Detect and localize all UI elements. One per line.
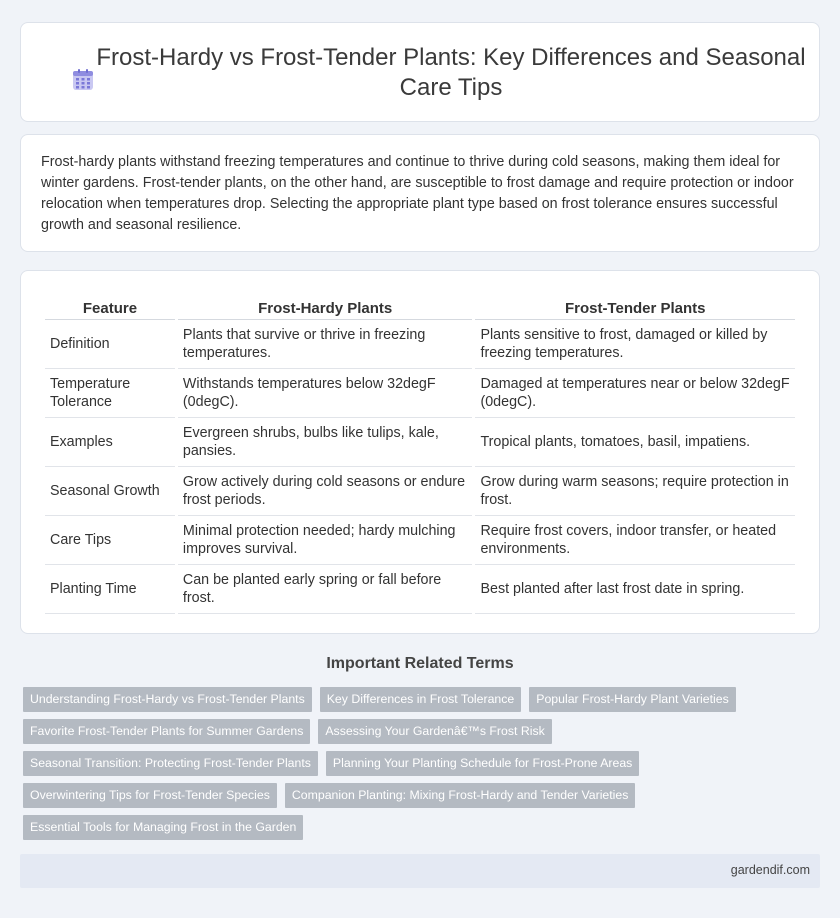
related-term-tag[interactable]: Understanding Frost-Hardy vs Frost-Tender Plants [23, 687, 312, 712]
related-term-tag[interactable]: Overwintering Tips for Frost-Tender Species [23, 783, 277, 808]
table-row [45, 418, 795, 467]
comparison-table-card [20, 270, 820, 634]
related-term-tag[interactable]: Key Differences in Frost Tolerance [320, 687, 522, 712]
related-term-tag[interactable]: Favorite Frost-Tender Plants for Summer Gardens [23, 719, 310, 744]
header-card [20, 22, 820, 122]
row-hardy-value: Evergreen shrubs, bulbs like tulips, kale, pansies. [178, 418, 473, 467]
row-hardy-value: Plants that survive or thrive in freezing temperatures. [178, 320, 473, 369]
tag-row [23, 751, 823, 777]
tag-row [23, 719, 823, 745]
row-feature: Temperature Tolerance [45, 369, 175, 418]
row-hardy-value: Grow actively during cold seasons or endure frost periods. [178, 467, 473, 516]
related-term-tag[interactable]: Planning Your Planting Schedule for Frost-Prone Areas [326, 751, 639, 776]
row-feature: Definition [45, 320, 175, 369]
tag-row [23, 687, 823, 713]
header-frost-hardy: Frost-Hardy Plants [178, 293, 473, 320]
row-tender-value: Grow during warm seasons; require protection in frost. [475, 467, 795, 516]
row-feature: Examples [45, 418, 175, 467]
header-frost-tender: Frost-Tender Plants [475, 293, 795, 320]
footer-bar [20, 854, 820, 888]
intro-paragraph: Frost-hardy plants withstand freezing temperatures and continue to thrive during cold seasons, making them ideal for winter gardens. Frost-tender plants, on the other hand, are susceptible to frost damage and require protection or indoor relocation when temperatures drop. Selecting the appropriate plant type based on frost tolerance ensures successful growth and seasonal resilience. [41, 154, 794, 233]
related-term-tag[interactable]: Assessing Your Gardenâ€™s Frost Risk [318, 719, 551, 744]
related-terms-heading: Important Related Terms [326, 655, 514, 672]
row-feature: Seasonal Growth [45, 467, 175, 516]
row-feature: Care Tips [45, 516, 175, 565]
row-tender-value: Best planted after last frost date in spring. [475, 565, 795, 614]
row-tender-value: Plants sensitive to frost, damaged or killed by freezing temperatures. [475, 320, 795, 369]
row-hardy-value: Withstands temperatures below 32degF (0degC). [178, 369, 473, 418]
row-hardy-value: Minimal protection needed; hardy mulching improves survival. [178, 516, 473, 565]
related-term-tag[interactable]: Seasonal Transition: Protecting Frost-Tender Plants [23, 751, 318, 776]
intro-card [20, 134, 820, 252]
tag-row [23, 783, 823, 809]
related-term-tag[interactable]: Popular Frost-Hardy Plant Varieties [529, 687, 736, 712]
row-feature: Planting Time [45, 565, 175, 614]
related-term-tag[interactable]: Companion Planting: Mixing Frost-Hardy and Tender Varieties [285, 783, 636, 808]
tag-row [23, 815, 823, 841]
related-term-tag[interactable]: Essential Tools for Managing Frost in the Garden [23, 815, 303, 840]
row-tender-value: Require frost covers, indoor transfer, or heated environments. [475, 516, 795, 565]
row-hardy-value: Can be planted early spring or fall before frost. [178, 565, 473, 614]
page-title: Frost-Hardy vs Frost-Tender Plants: Key Differences and Seasonal Care Tips [96, 44, 806, 101]
comparison-table [42, 293, 798, 614]
row-tender-value: Tropical plants, tomatoes, basil, impatiens. [475, 418, 795, 467]
table-row [45, 516, 795, 565]
table-row [45, 320, 795, 369]
header-feature: Feature [45, 293, 175, 320]
row-tender-value: Damaged at temperatures near or below 32degF (0degC). [475, 369, 795, 418]
table-row [45, 565, 795, 614]
site-link[interactable]: gardendif.com [730, 863, 810, 877]
table-header-row [45, 293, 795, 320]
related-terms-tags [23, 687, 823, 847]
table-row [45, 369, 795, 418]
table-row [45, 467, 795, 516]
